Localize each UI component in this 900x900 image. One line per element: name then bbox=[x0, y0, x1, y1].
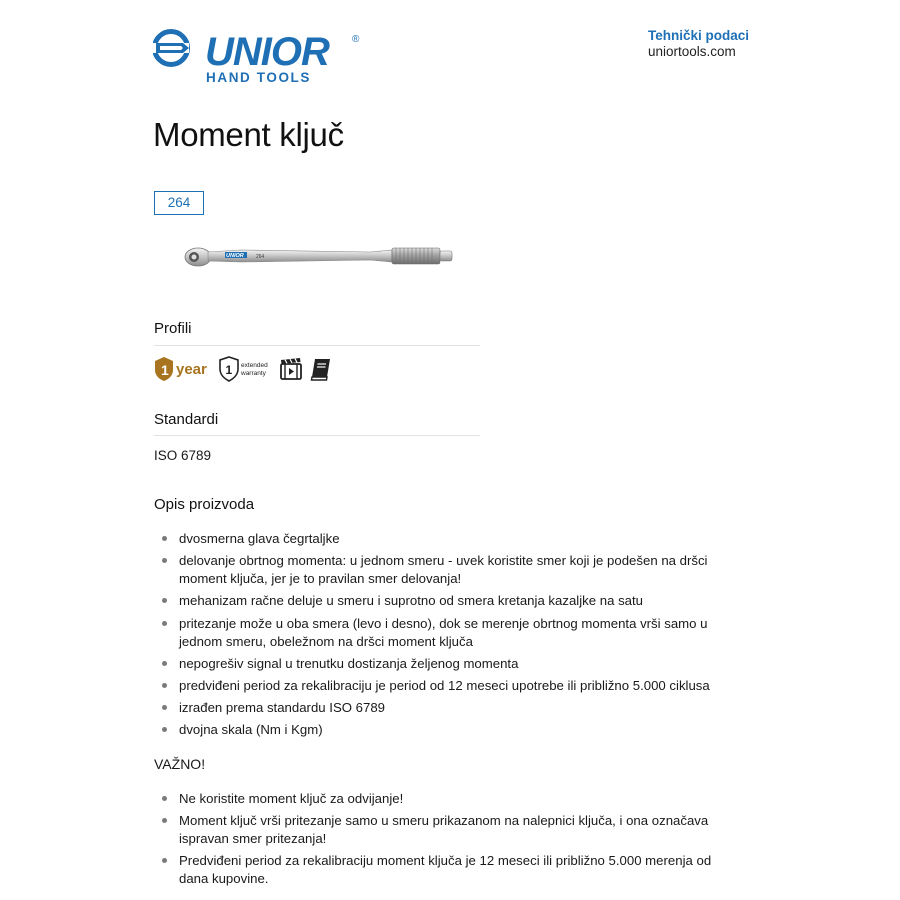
profiles-heading: Profili bbox=[154, 320, 192, 337]
one-year-label: year bbox=[176, 361, 207, 378]
list-item: mehanizam račne deluje u smeru i suprotno od smera kretanja kazaljke na satu bbox=[160, 592, 730, 610]
torque-wrench-image bbox=[180, 237, 460, 273]
website-link[interactable]: uniortools.com bbox=[648, 44, 736, 59]
unior-emblem-icon bbox=[153, 32, 189, 65]
list-item: Moment ključ vrši pritezanje samo u smeru prikazanom na nalepnici ključa, i ona označava ispravan smer pritezanja! bbox=[160, 812, 730, 848]
list-item: Predviđeni period za rekalibraciju moment ključa je 12 meseci ili približno 5.000 merenja od dana kupovine. bbox=[160, 852, 730, 888]
svg-text:extended: extended bbox=[241, 362, 268, 369]
product-code-badge[interactable]: 264 bbox=[154, 191, 204, 215]
video-icon[interactable] bbox=[279, 357, 303, 381]
svg-text:1: 1 bbox=[225, 363, 233, 377]
important-heading: VAŽNO! bbox=[154, 756, 206, 772]
one-year-warranty-icon bbox=[153, 356, 213, 382]
svg-text:warranty: warranty bbox=[241, 370, 266, 377]
list-item: Ne koristite moment ključ za odvijanje! bbox=[160, 790, 730, 808]
list-item: dvojna skala (Nm i Kgm) bbox=[160, 721, 730, 739]
technical-data-title: Tehnički podaci bbox=[648, 28, 750, 43]
important-list bbox=[160, 790, 730, 893]
manual-book-icon[interactable] bbox=[309, 357, 333, 381]
list-item: predviđeni period za rekalibraciju je period od 12 meseci upotrebe ili približno 5.000 ciklusa bbox=[160, 677, 730, 695]
list-item: izrađen prema standardu ISO 6789 bbox=[160, 699, 730, 717]
list-item: pritezanje može u oba smera (levo i desno), dok se merenje obrtnog momenta vrši samo u jednom smeru, obeležnom na dršci moment ključa bbox=[160, 615, 730, 651]
page-title: Moment ključ bbox=[153, 116, 344, 153]
brand-name: UNIOR bbox=[205, 30, 329, 74]
registered-mark: ® bbox=[352, 34, 360, 45]
standards-divider bbox=[154, 435, 480, 436]
description-list bbox=[160, 530, 730, 744]
description-heading: Opis proizvoda bbox=[154, 496, 255, 513]
unior-logo[interactable] bbox=[153, 29, 368, 87]
profile-icons bbox=[153, 356, 333, 382]
extended-warranty-icon bbox=[219, 356, 273, 382]
wrench-brand-marking: UNIOR bbox=[226, 253, 244, 259]
standards-heading: Standardi bbox=[154, 411, 219, 428]
list-item: nepogrešiv signal u trenutku dostizanja željenog momenta bbox=[160, 655, 730, 673]
list-item: delovanje obrtnog momenta: u jednom smeru - uvek koristite smer koji je podešen na dršci moment ključa, jer je to pravilan smer delovanja! bbox=[160, 552, 730, 588]
svg-text:1: 1 bbox=[161, 362, 169, 378]
standard-value: ISO 6789 bbox=[154, 448, 212, 463]
profiles-divider bbox=[154, 345, 480, 346]
wrench-code-marking: 264 bbox=[256, 254, 265, 260]
list-item: dvosmerna glava čegrtaljke bbox=[160, 530, 730, 548]
brand-subtitle: HAND TOOLS bbox=[206, 70, 312, 85]
header-info bbox=[648, 28, 749, 60]
